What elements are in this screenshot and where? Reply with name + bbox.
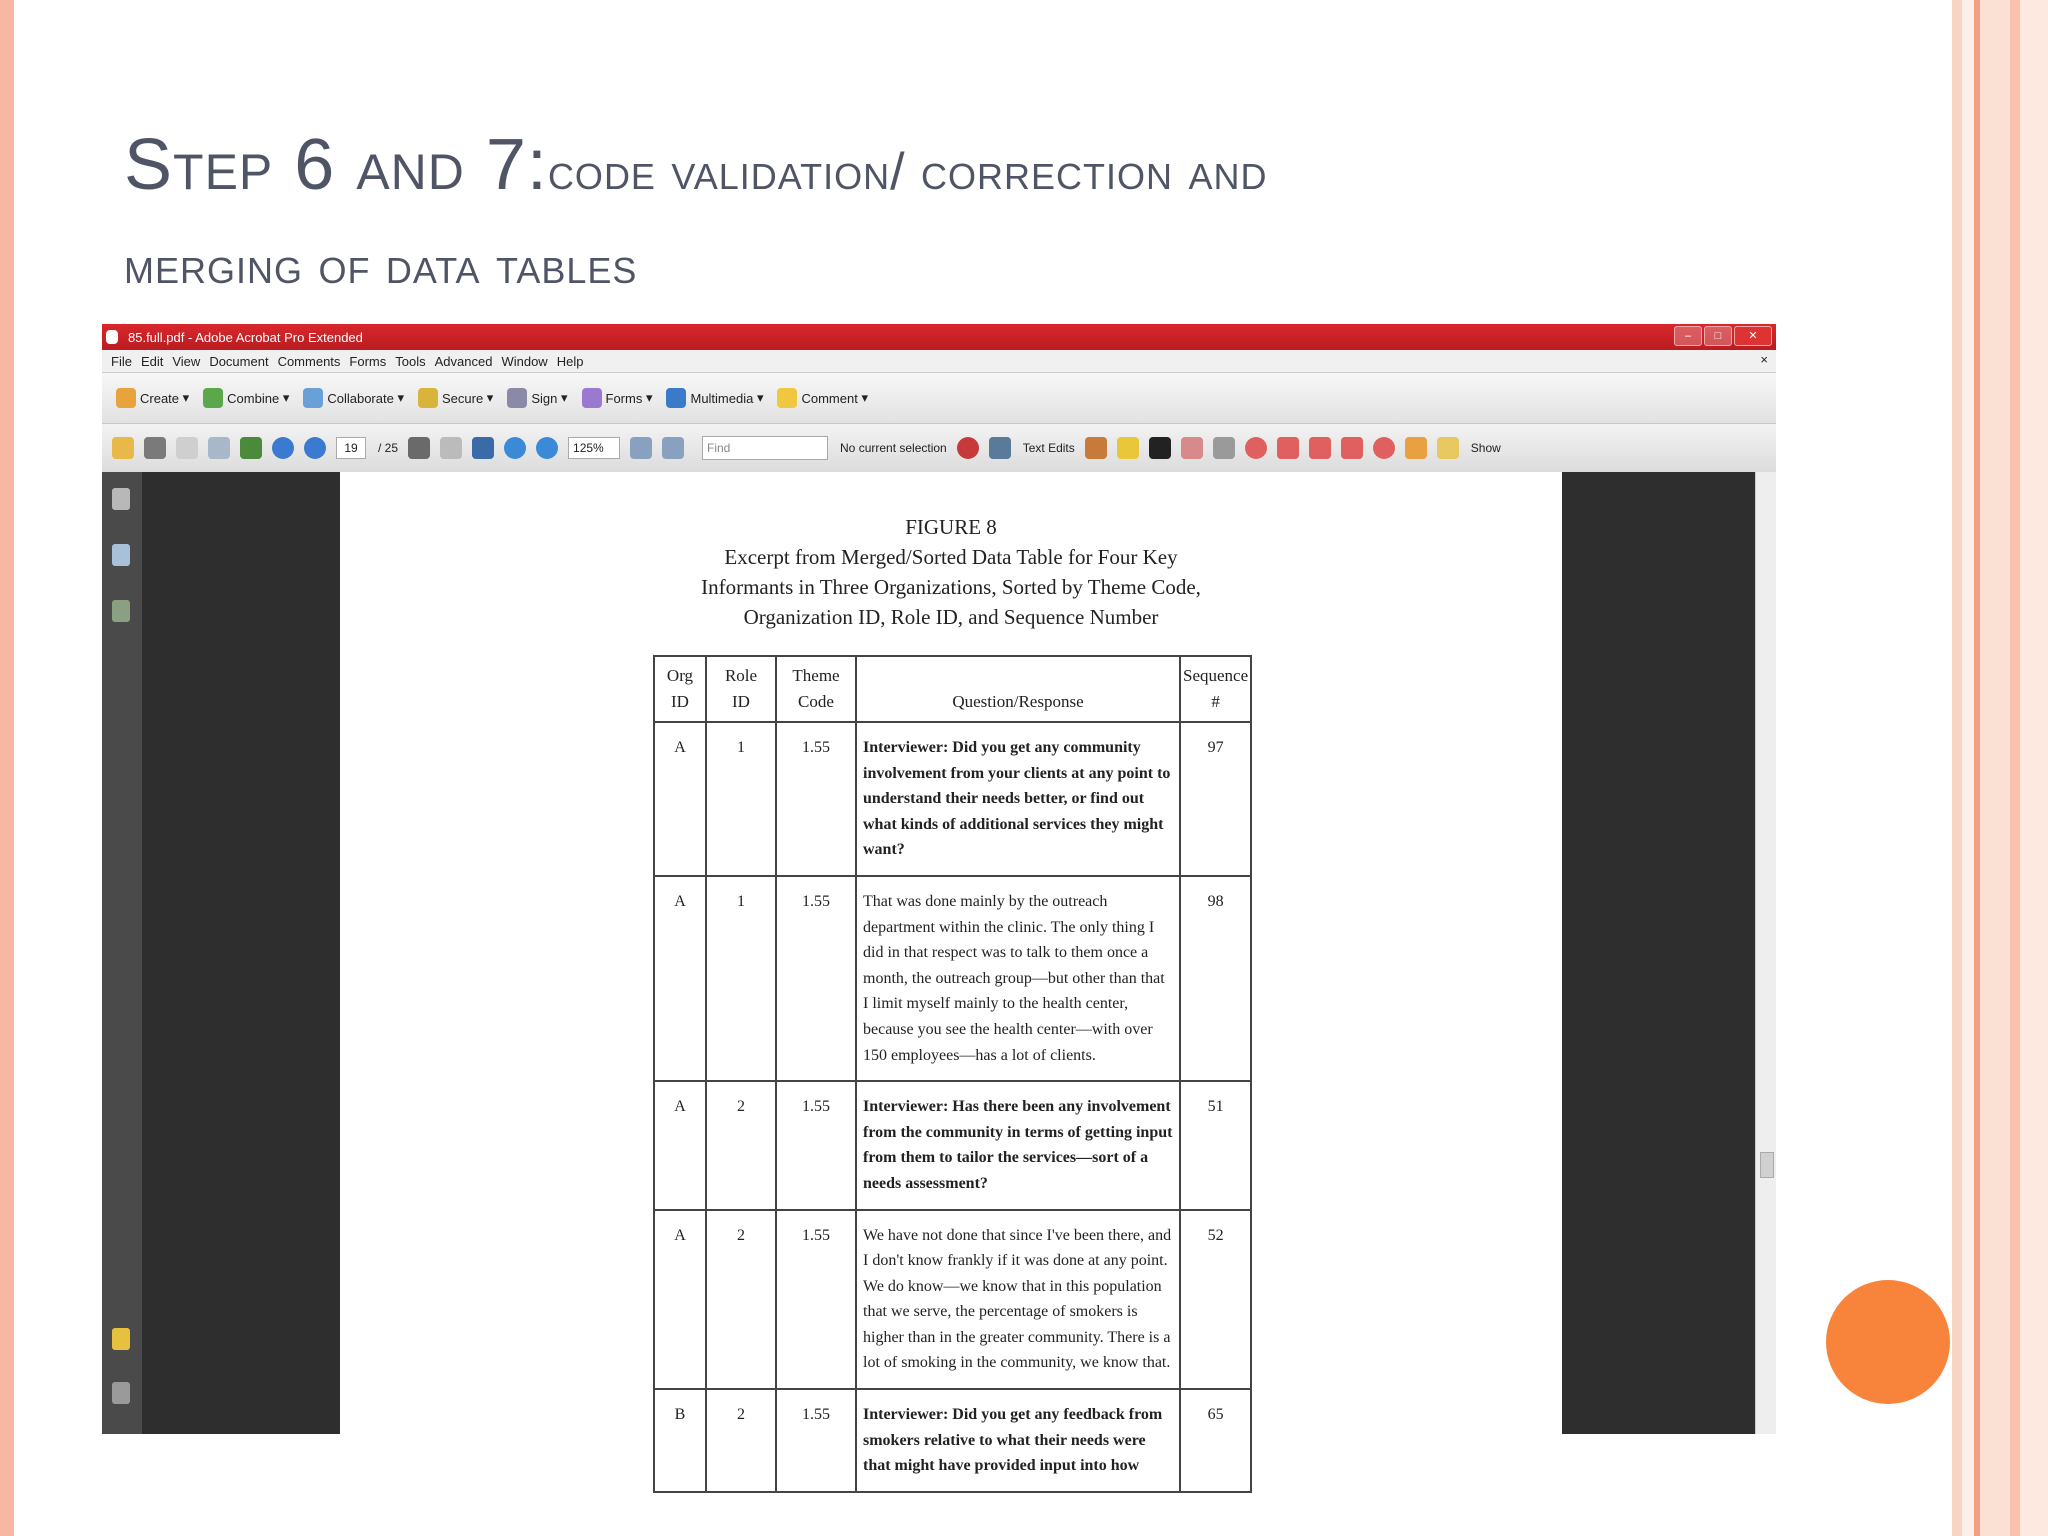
redact-icon[interactable] <box>1149 437 1171 459</box>
title-lead: Step 6 and 7: <box>124 125 548 205</box>
window-title: 85.full.pdf - Adobe Acrobat Pro Extended <box>128 329 363 345</box>
multimedia-button[interactable]: Multimedia ▾ <box>666 388 763 408</box>
table-row <box>654 876 1251 1081</box>
fit-width-icon[interactable] <box>662 437 684 459</box>
rectangle-icon[interactable] <box>1341 437 1363 459</box>
menu-tools[interactable]: Tools <box>395 353 426 369</box>
combine-button[interactable]: Combine ▾ <box>203 388 289 408</box>
table-row <box>654 722 1251 876</box>
highlight-icon[interactable] <box>1117 437 1139 459</box>
slide-right-border <box>1952 0 2048 1536</box>
cell-org: B <box>654 1389 706 1492</box>
cell-theme: 1.55 <box>776 1389 856 1492</box>
oval-icon[interactable] <box>1245 437 1267 459</box>
organizer-icon[interactable] <box>240 437 262 459</box>
page-up-icon[interactable] <box>272 437 294 459</box>
menu-help[interactable]: Help <box>556 353 584 369</box>
combine-icon <box>203 388 223 408</box>
cell-sequence: 98 <box>1180 876 1251 1081</box>
cell-role: 2 <box>706 1081 776 1209</box>
print-icon[interactable] <box>144 437 166 459</box>
pdf-icon <box>106 330 118 344</box>
menu-document[interactable]: Document <box>209 353 269 369</box>
navigation-panel <box>102 472 142 1434</box>
col-theme-code: Theme Code <box>776 656 856 722</box>
menu-forms[interactable]: Forms <box>349 353 387 369</box>
selection-status: No current selection <box>840 441 947 455</box>
cell-org: A <box>654 1210 706 1390</box>
cell-theme: 1.55 <box>776 1081 856 1209</box>
cell-theme: 1.55 <box>776 722 856 876</box>
pages-icon[interactable] <box>112 488 130 510</box>
text-edits-label[interactable]: Text Edits <box>1022 441 1075 455</box>
email-icon[interactable] <box>208 437 230 459</box>
signatures-icon[interactable] <box>112 600 130 622</box>
line-icon[interactable] <box>1309 437 1331 459</box>
forms-button[interactable]: Forms ▾ <box>582 388 653 408</box>
comments-panel-icon[interactable] <box>112 1328 130 1350</box>
secure-button[interactable]: Secure ▾ <box>418 388 493 408</box>
figure-caption-line: Informants in Three Organizations, Sorted by Theme Code, <box>701 575 1201 599</box>
page-down-icon[interactable] <box>304 437 326 459</box>
cell-response: We have not done that since I've been there, and I don't know frankly if it was done at any point. We do know—we know that in this population that we serve, the percentage of smokers is higher than in the greater community. There is a lot of smoking in the community, we know that. <box>856 1210 1180 1390</box>
create-icon <box>116 388 136 408</box>
find-input[interactable]: Find <box>702 436 828 460</box>
callout-icon[interactable] <box>1181 437 1203 459</box>
zoom-tool-icon[interactable] <box>472 437 494 459</box>
title-line2: merging of data tables <box>124 237 638 295</box>
table-row <box>654 1389 1251 1492</box>
cell-sequence: 65 <box>1180 1389 1251 1492</box>
lock-icon <box>418 388 438 408</box>
collaborate-button[interactable]: Collaborate ▾ <box>303 388 404 408</box>
cell-question: Interviewer: Did you get any feedback from smokers relative to what their needs were that might have provided input into how <box>856 1389 1180 1492</box>
pen-icon <box>507 388 527 408</box>
menu-window[interactable]: Window <box>501 353 548 369</box>
vertical-scrollbar[interactable] <box>1755 472 1776 1434</box>
zoom-in-icon[interactable] <box>536 437 558 459</box>
close-button[interactable]: ✕ <box>1734 326 1772 346</box>
cell-sequence: 51 <box>1180 1081 1251 1209</box>
figure-title: FIGURE 8 <box>905 515 997 539</box>
tasks-toolbar <box>102 373 1776 424</box>
title-line1: code validation/ correction and <box>547 143 1268 201</box>
data-table <box>653 655 1252 1493</box>
menu-edit[interactable]: Edit <box>140 353 164 369</box>
sign-button[interactable]: Sign ▾ <box>507 388 567 408</box>
show-label[interactable]: Show <box>1470 441 1501 455</box>
text-edits-icon[interactable] <box>989 437 1011 459</box>
cell-role: 1 <box>706 876 776 1081</box>
cell-org: A <box>654 876 706 1081</box>
table-row <box>654 1210 1251 1390</box>
circle-icon[interactable] <box>1373 437 1395 459</box>
cell-question: Interviewer: Has there been any involvement from the community in terms of getting input from them to tailor the services—sort of a needs assessment? <box>856 1081 1180 1209</box>
menu-view[interactable]: View <box>172 353 201 369</box>
col-org-id: Org ID <box>654 656 706 722</box>
attachments-icon[interactable] <box>112 1382 130 1404</box>
cell-org: A <box>654 722 706 876</box>
multimedia-icon <box>666 388 686 408</box>
collaborate-icon <box>303 388 323 408</box>
menu-file[interactable]: File <box>111 353 132 369</box>
comment-icon <box>777 388 797 408</box>
zoom-out-icon[interactable] <box>504 437 526 459</box>
maximize-button[interactable]: □ <box>1704 326 1732 346</box>
figure-caption-line: Organization ID, Role ID, and Sequence Number <box>743 605 1159 629</box>
select-text-icon[interactable] <box>408 437 430 459</box>
pdf-page <box>340 472 1562 1475</box>
bookmarks-icon[interactable] <box>112 544 130 566</box>
slide-title <box>124 118 1824 313</box>
close-document-icon[interactable]: × <box>1760 352 1768 367</box>
cell-role: 1 <box>706 722 776 876</box>
pencil-icon[interactable] <box>1405 437 1427 459</box>
cell-response: That was done mainly by the outreach department within the clinic. The only thing I did in that respect was to talk to them once a month, the outreach group—but other than that I limit myself mainly to the health center, because you see the health center—with over 150 employees—has a lot of clients. <box>856 876 1180 1081</box>
menu-bar <box>102 350 1776 373</box>
create-button[interactable]: Create ▾ <box>116 388 189 408</box>
window-titlebar <box>102 324 1776 350</box>
figure-caption-line: Excerpt from Merged/Sorted Data Table for Four Key <box>724 545 1178 569</box>
acrobat-window <box>102 324 1776 1475</box>
cell-role: 2 <box>706 1210 776 1390</box>
show-icon[interactable] <box>1437 437 1459 459</box>
col-question-response: Question/Response <box>856 656 1180 722</box>
cell-theme: 1.55 <box>776 1210 856 1390</box>
hand-tool-icon[interactable] <box>440 437 462 459</box>
col-role-id: Role ID <box>706 656 776 722</box>
arrow-icon[interactable] <box>1277 437 1299 459</box>
scroll-thumb[interactable] <box>1760 1152 1774 1178</box>
comment-button[interactable]: Comment ▾ <box>777 388 868 408</box>
stamp-icon[interactable] <box>1085 437 1107 459</box>
decorative-circle <box>1826 1280 1950 1404</box>
cell-org: A <box>654 1081 706 1209</box>
cell-question: Interviewer: Did you get any community involvement from your clients at any point to understand their needs better, or find out what kinds of additional services they might want? <box>856 722 1180 876</box>
forms-icon <box>582 388 602 408</box>
menu-advanced[interactable]: Advanced <box>434 353 493 369</box>
page-total: / 25 <box>378 441 399 455</box>
minimize-button[interactable]: – <box>1674 326 1702 346</box>
lines-icon[interactable] <box>1213 437 1235 459</box>
table-row <box>654 1081 1251 1209</box>
table-header-row <box>654 656 1251 722</box>
open-folder-icon[interactable] <box>112 437 134 459</box>
menu-comments[interactable]: Comments <box>277 353 341 369</box>
slide-left-border <box>0 0 14 1536</box>
cell-theme: 1.55 <box>776 876 856 1081</box>
common-toolbar <box>102 424 1776 473</box>
save-icon[interactable] <box>176 437 198 459</box>
comment-bubble-icon[interactable] <box>957 437 979 459</box>
cell-sequence: 52 <box>1180 1210 1251 1390</box>
zoom-select[interactable]: 125% <box>568 437 620 459</box>
col-sequence: Sequence # <box>1180 656 1251 722</box>
cell-sequence: 97 <box>1180 722 1251 876</box>
cell-role: 2 <box>706 1389 776 1492</box>
page-number-input[interactable]: 19 <box>336 437 366 459</box>
fit-page-icon[interactable] <box>630 437 652 459</box>
